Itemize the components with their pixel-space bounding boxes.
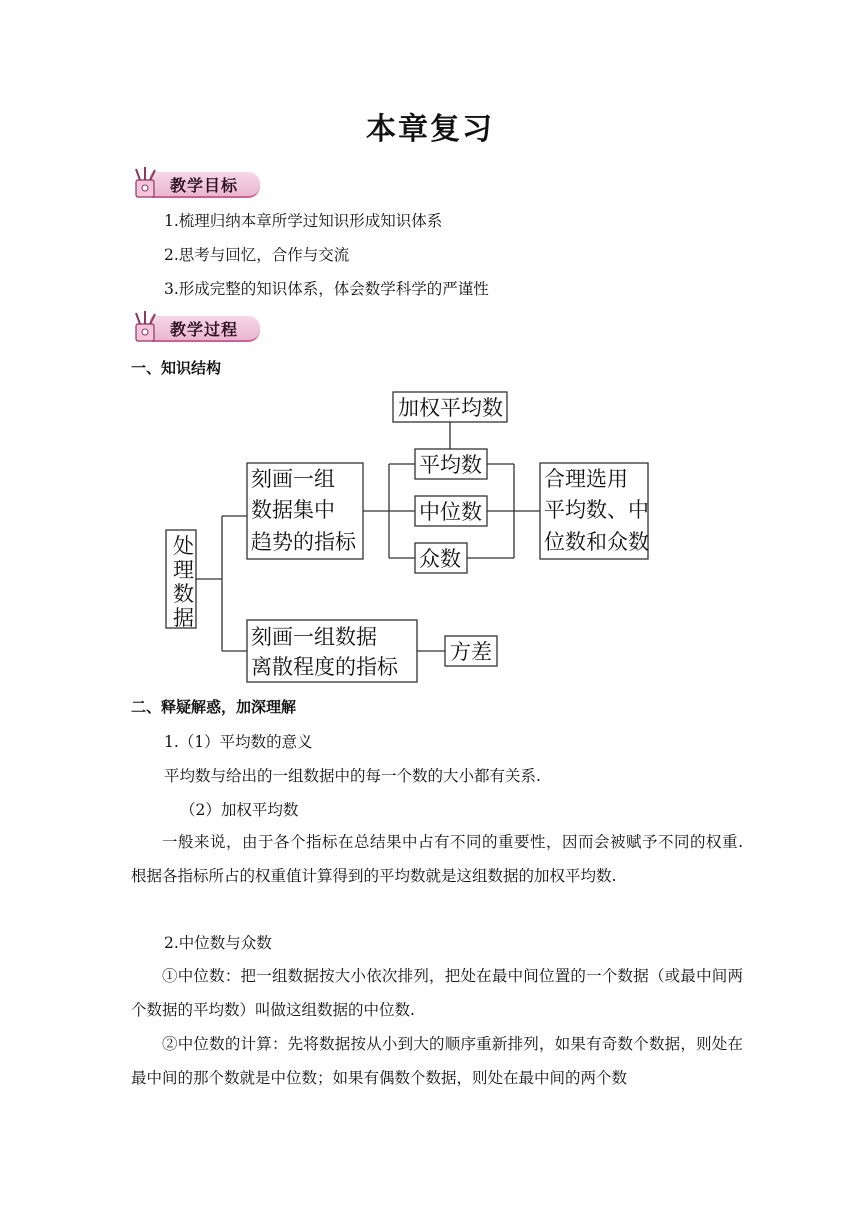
variance-label: 方差: [450, 640, 492, 664]
item-title: 2.中位数与众数: [164, 934, 272, 952]
choose-line: 平均数、中: [544, 498, 649, 522]
choose-line: 位数和众数: [544, 530, 649, 554]
root-char: 处: [173, 534, 194, 558]
central-tendency-line: 趋势的指标: [251, 530, 356, 554]
median-label: 中位数: [419, 500, 482, 524]
paragraph: ①中位数：把一组数据按大小依次排列，把处在最中间位置的一个数据（或最中间两个数据的平均数）叫做这组数据的中位数.: [131, 967, 743, 1019]
goal-item: 2.思考与回忆，合作与交流: [164, 246, 350, 264]
goal-item: 3.形成完整的知识体系，体会数学科学的严谨性: [164, 280, 489, 298]
mean-label: 平均数: [419, 453, 482, 477]
page-title: 本章复习: [366, 112, 494, 147]
process-banner: [130, 310, 262, 344]
section-heading: 一、知识结构: [131, 359, 222, 377]
goals-banner: [130, 166, 262, 200]
banner-label: 教学过程: [170, 320, 239, 339]
banner-label: 教学目标: [170, 176, 239, 195]
root-char: 数: [173, 582, 194, 606]
paragraph: 平均数与给出的一组数据中的每一个数的大小都有关系.: [164, 767, 541, 785]
item-title: （2）加权平均数: [180, 801, 299, 819]
dispersion-line: 刻画一组数据: [251, 625, 377, 649]
root-char: 理: [173, 558, 194, 582]
pencil-cup-icon: [130, 166, 164, 200]
central-tendency-line: 刻画一组: [251, 467, 335, 491]
goal-item: 1.梳理归纳本章所学过知识形成知识体系: [164, 212, 443, 230]
knowledge-structure-diagram: [160, 388, 660, 688]
paragraph: ②中位数的计算：先将数据按从小到大的顺序重新排列，如果有奇数个数据，则处在最中间的那个数就是中位数；如果有偶数个数据，则处在最中间的两个数: [131, 1035, 743, 1087]
section-heading: 二、释疑解惑，加深理解: [131, 698, 297, 716]
pencil-cup-icon: [130, 310, 164, 344]
paragraph: 一般来说，由于各个指标在总结果中占有不同的重要性，因而会被赋予不同的权重. 根据各指标所占的权重值计算得到的平均数就是这组数据的加权平均数.: [131, 833, 743, 885]
item-title: 1.（1）平均数的意义: [164, 733, 313, 751]
choose-line: 合理选用: [544, 467, 628, 491]
root-char: 据: [173, 606, 194, 630]
weighted-mean-label: 加权平均数: [398, 396, 503, 420]
mode-label: 众数: [419, 547, 461, 571]
central-tendency-line: 数据集中: [251, 498, 335, 522]
dispersion-line: 离散程度的指标: [251, 655, 398, 679]
